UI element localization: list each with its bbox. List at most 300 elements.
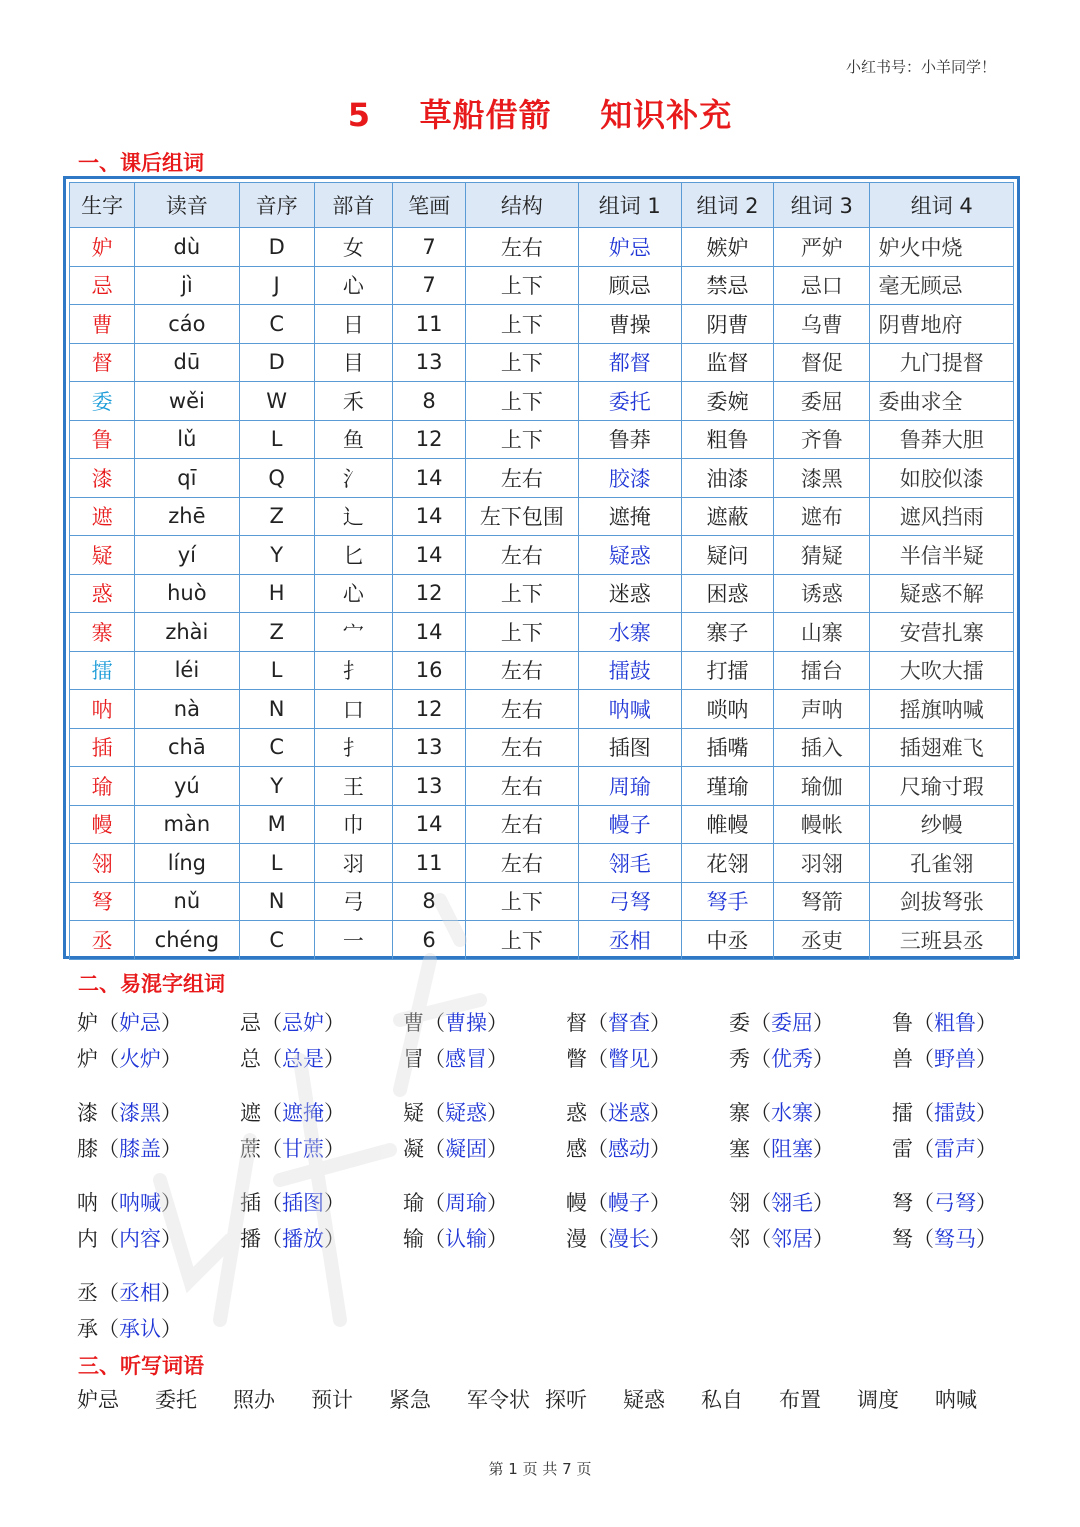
cell-radical: 扌 — [314, 651, 392, 690]
cell-word-4: 大吹大擂 — [870, 651, 1014, 690]
confusing-row — [77, 1220, 1037, 1256]
confusing-item: 瞥（瞥见） — [566, 1047, 671, 1071]
confusing-word: 认输 — [445, 1227, 487, 1251]
cell-structure: 左右 — [466, 228, 578, 267]
dictation-word: 私自 — [701, 1388, 743, 1412]
cell-word-1: 翎毛 — [578, 844, 681, 883]
cell-strokes: 6 — [393, 921, 466, 960]
cell-word-2: 粗鲁 — [681, 420, 773, 459]
confusing-item: 炉（火炉） — [77, 1047, 182, 1071]
confusing-item: 承（承认） — [77, 1317, 182, 1341]
cell-word-2: 弩手 — [681, 882, 773, 921]
confusing-word: 驽马 — [934, 1227, 976, 1251]
cell-word-4: 半信半疑 — [870, 536, 1014, 575]
confusing-row — [77, 1094, 1037, 1130]
confusing-char: 忌 — [240, 1011, 261, 1035]
confusing-word: 总是 — [282, 1047, 324, 1071]
confusing-word: 甘蔗 — [282, 1137, 324, 1161]
cell-strokes: 12 — [393, 420, 466, 459]
confusing-char: 瑜 — [403, 1191, 424, 1215]
confusing-word: 内容 — [119, 1227, 161, 1251]
confusing-word: 承认 — [119, 1317, 161, 1341]
table-row — [70, 459, 1014, 498]
cell-radical: 扌 — [314, 728, 392, 767]
confusing-item: 督（督查） — [566, 1011, 671, 1035]
confusing-item: 寨（水寨） — [729, 1101, 834, 1125]
cell-word-3: 插入 — [774, 728, 870, 767]
cell-initial: Z — [239, 613, 314, 652]
confusing-char: 擂 — [892, 1101, 913, 1125]
cell-word-1: 顾忌 — [578, 266, 681, 305]
cell-structure: 上下 — [466, 420, 578, 459]
table-row — [70, 767, 1014, 806]
cell-word-3: 委屈 — [774, 382, 870, 421]
confusing-item: 播（播放） — [240, 1227, 345, 1251]
cell-word-1: 胶漆 — [578, 459, 681, 498]
confusing-char: 输 — [403, 1227, 424, 1251]
cell-word-1: 委托 — [578, 382, 681, 421]
page-title: 5 草船借箭 知识补充 — [347, 96, 733, 134]
cell-pinyin: yú — [135, 767, 239, 806]
cell-structure: 左右 — [466, 844, 578, 883]
cell-word-1: 迷惑 — [578, 574, 681, 613]
confusing-item: 驽（驽马） — [892, 1227, 997, 1251]
dictation-word: 布置 — [779, 1388, 821, 1412]
cell-strokes: 8 — [393, 382, 466, 421]
table-row — [70, 343, 1014, 382]
cell-word-2: 遮蔽 — [681, 497, 773, 536]
cell-pinyin: léi — [135, 651, 239, 690]
confusing-char: 雷 — [892, 1137, 913, 1161]
cell-initial: N — [239, 690, 314, 729]
cell-radical: 弓 — [314, 882, 392, 921]
cell-radical: 日 — [314, 305, 392, 344]
confusing-word: 弓弩 — [934, 1191, 976, 1215]
cell-initial: Q — [239, 459, 314, 498]
confusing-char: 妒 — [77, 1011, 98, 1035]
cell-initial: N — [239, 882, 314, 921]
confusing-word: 丞相 — [119, 1281, 161, 1305]
dictation-word: 妒忌 — [77, 1388, 119, 1412]
cell-word-4: 阴曹地府 — [870, 305, 1014, 344]
confusing-item: 兽（野兽） — [892, 1047, 997, 1071]
confusing-item: 邻（邻居） — [729, 1227, 834, 1251]
cell-word-3: 擂台 — [774, 651, 870, 690]
table-header-cell: 部首 — [314, 183, 392, 228]
confusing-word: 邻居 — [771, 1227, 813, 1251]
cell-pinyin: huò — [135, 574, 239, 613]
table-row — [70, 921, 1014, 960]
confusing-char: 兽 — [892, 1047, 913, 1071]
dictation-word: 军令状 — [467, 1388, 530, 1412]
table-header-cell: 笔画 — [393, 183, 466, 228]
cell-initial: C — [239, 728, 314, 767]
confusing-word: 翎毛 — [771, 1191, 813, 1215]
cell-word-4: 毫无顾忌 — [870, 266, 1014, 305]
table-row — [70, 266, 1014, 305]
confusing-row — [77, 1040, 1037, 1076]
confusing-char: 凝 — [403, 1137, 424, 1161]
confusing-word: 雷声 — [934, 1137, 976, 1161]
cell-word-4: 妒火中烧 — [870, 228, 1014, 267]
cell-word-2: 唢呐 — [681, 690, 773, 729]
cell-word-4: 委曲求全 — [870, 382, 1014, 421]
table-header-cell: 结构 — [466, 183, 578, 228]
confusing-word: 水寨 — [771, 1101, 813, 1125]
confusing-item: 漆（漆黑） — [77, 1101, 182, 1125]
cell-strokes: 13 — [393, 728, 466, 767]
cell-structure: 上下 — [466, 343, 578, 382]
confusing-item: 蔗（甘蔗） — [240, 1137, 345, 1161]
cell-strokes: 13 — [393, 767, 466, 806]
confusing-word: 漫长 — [608, 1227, 650, 1251]
table-body — [70, 228, 1014, 960]
cell-word-4: 孔雀翎 — [870, 844, 1014, 883]
cell-char: 妒 — [70, 228, 135, 267]
confusing-word: 野兽 — [934, 1047, 976, 1071]
confusing-item: 塞（阻塞） — [729, 1137, 834, 1161]
section-title-vocabulary: 一、课后组词 — [78, 151, 204, 175]
confusing-item: 弩（弓弩） — [892, 1191, 997, 1215]
confusing-item: 感（感动） — [566, 1137, 671, 1161]
table-header-cell: 组词 2 — [681, 183, 773, 228]
cell-radical: 一 — [314, 921, 392, 960]
cell-word-3: 瑜伽 — [774, 767, 870, 806]
cell-word-2: 花翎 — [681, 844, 773, 883]
cell-strokes: 7 — [393, 228, 466, 267]
confusing-item: 膝（膝盖） — [77, 1137, 182, 1161]
confusing-item: 妒（妒忌） — [77, 1011, 182, 1035]
table-row — [70, 574, 1014, 613]
cell-word-4: 疑惑不解 — [870, 574, 1014, 613]
confusing-word: 感冒 — [445, 1047, 487, 1071]
cell-initial: D — [239, 228, 314, 267]
dictation-word: 调度 — [857, 1388, 899, 1412]
cell-word-4: 安营扎寨 — [870, 613, 1014, 652]
cell-pinyin: cáo — [135, 305, 239, 344]
cell-pinyin: lǔ — [135, 420, 239, 459]
cell-strokes: 12 — [393, 690, 466, 729]
cell-word-3: 漆黑 — [774, 459, 870, 498]
cell-word-4: 纱幔 — [870, 805, 1014, 844]
table-row — [70, 844, 1014, 883]
cell-char: 遮 — [70, 497, 135, 536]
cell-initial: L — [239, 651, 314, 690]
confusing-item: 丞（丞相） — [77, 1281, 182, 1305]
cell-strokes: 7 — [393, 266, 466, 305]
cell-radical: 氵 — [314, 459, 392, 498]
cell-initial: J — [239, 266, 314, 305]
cell-strokes: 11 — [393, 844, 466, 883]
confusing-char: 播 — [240, 1227, 261, 1251]
confusing-char: 炉 — [77, 1047, 98, 1071]
table-row — [70, 305, 1014, 344]
cell-word-3: 声呐 — [774, 690, 870, 729]
confusing-row — [77, 1130, 1037, 1166]
cell-word-4: 遮风挡雨 — [870, 497, 1014, 536]
confusing-char: 总 — [240, 1047, 261, 1071]
table-header-row — [70, 183, 1014, 228]
confusing-char: 瞥 — [566, 1047, 587, 1071]
cell-word-2: 寨子 — [681, 613, 773, 652]
confusing-char: 惑 — [566, 1101, 587, 1125]
cell-pinyin: zhē — [135, 497, 239, 536]
cell-word-2: 阴曹 — [681, 305, 773, 344]
confusing-word: 粗鲁 — [934, 1011, 976, 1035]
confusing-char: 疑 — [403, 1101, 424, 1125]
cell-pinyin: dū — [135, 343, 239, 382]
confusing-char: 鲁 — [892, 1011, 913, 1035]
confusing-word: 委屈 — [771, 1011, 813, 1035]
table-row — [70, 613, 1014, 652]
confusing-word: 呐喊 — [119, 1191, 161, 1215]
cell-word-1: 都督 — [578, 343, 681, 382]
confusing-item: 幔（幔子） — [566, 1191, 671, 1215]
confusing-word: 迷惑 — [608, 1101, 650, 1125]
confusing-characters — [77, 1004, 1037, 1346]
cell-initial: M — [239, 805, 314, 844]
cell-word-2: 打擂 — [681, 651, 773, 690]
cell-word-2: 瑾瑜 — [681, 767, 773, 806]
cell-structure: 上下 — [466, 613, 578, 652]
cell-word-4: 鲁莽大胆 — [870, 420, 1014, 459]
cell-structure: 左右 — [466, 651, 578, 690]
cell-word-4: 插翅难飞 — [870, 728, 1014, 767]
confusing-item: 漫（漫长） — [566, 1227, 671, 1251]
cell-char: 丞 — [70, 921, 135, 960]
table-row — [70, 536, 1014, 575]
cell-pinyin: líng — [135, 844, 239, 883]
cell-strokes: 14 — [393, 459, 466, 498]
cell-word-4: 剑拔弩张 — [870, 882, 1014, 921]
cell-radical: 宀 — [314, 613, 392, 652]
cell-word-3: 山寨 — [774, 613, 870, 652]
confusing-row — [77, 1184, 1037, 1220]
confusing-item: 总（总是） — [240, 1047, 345, 1071]
cell-word-3: 弩箭 — [774, 882, 870, 921]
cell-structure: 上下 — [466, 382, 578, 421]
confusing-item: 瑜（周瑜） — [403, 1191, 508, 1215]
cell-structure: 上下 — [466, 574, 578, 613]
cell-word-1: 插图 — [578, 728, 681, 767]
confusing-word: 火炉 — [119, 1047, 161, 1071]
table-row — [70, 728, 1014, 767]
confusing-word: 疑惑 — [445, 1101, 487, 1125]
cell-char: 弩 — [70, 882, 135, 921]
cell-pinyin: nà — [135, 690, 239, 729]
cell-word-3: 乌曹 — [774, 305, 870, 344]
cell-char: 鲁 — [70, 420, 135, 459]
confusing-char: 翎 — [729, 1191, 750, 1215]
cell-structure: 左右 — [466, 536, 578, 575]
cell-word-1: 水寨 — [578, 613, 681, 652]
cell-structure: 上下 — [466, 921, 578, 960]
vocabulary-table — [69, 182, 1014, 960]
confusing-word: 膝盖 — [119, 1137, 161, 1161]
cell-word-1: 疑惑 — [578, 536, 681, 575]
cell-structure: 上下 — [466, 266, 578, 305]
cell-char: 曹 — [70, 305, 135, 344]
cell-word-3: 猜疑 — [774, 536, 870, 575]
cell-pinyin: jì — [135, 266, 239, 305]
confusing-word: 阻塞 — [771, 1137, 813, 1161]
table-row — [70, 420, 1014, 459]
cell-initial: W — [239, 382, 314, 421]
cell-word-4: 九门提督 — [870, 343, 1014, 382]
confusing-word: 妒忌 — [119, 1011, 161, 1035]
cell-word-3: 忌口 — [774, 266, 870, 305]
confusing-char: 弩 — [892, 1191, 913, 1215]
confusing-char: 感 — [566, 1137, 587, 1161]
confusing-item: 擂（擂鼓） — [892, 1101, 997, 1125]
page-footer: 第 1 页 共 7 页 — [488, 1460, 592, 1478]
cell-word-4: 三班县丞 — [870, 921, 1014, 960]
cell-strokes: 13 — [393, 343, 466, 382]
confusing-char: 漫 — [566, 1227, 587, 1251]
account-label: 小红书号：小羊同学！ — [845, 58, 996, 76]
cell-word-2: 疑问 — [681, 536, 773, 575]
cell-word-1: 弓弩 — [578, 882, 681, 921]
confusing-word: 督查 — [608, 1011, 650, 1035]
confusing-char: 漆 — [77, 1101, 98, 1125]
confusing-char: 膝 — [77, 1137, 98, 1161]
table-header-cell: 组词 1 — [578, 183, 681, 228]
cell-structure: 左右 — [466, 728, 578, 767]
cell-word-1: 丞相 — [578, 921, 681, 960]
confusing-item: 遮（遮掩） — [240, 1101, 345, 1125]
confusing-word: 擂鼓 — [934, 1101, 976, 1125]
confusing-item: 冒（感冒） — [403, 1047, 508, 1071]
cell-word-2: 帷幔 — [681, 805, 773, 844]
cell-radical: 禾 — [314, 382, 392, 421]
confusing-item: 雷（雷声） — [892, 1137, 997, 1161]
confusing-char: 督 — [566, 1011, 587, 1035]
confusing-row — [77, 1310, 1037, 1346]
cell-radical: 巾 — [314, 805, 392, 844]
cell-structure: 左右 — [466, 767, 578, 806]
section-title-dictation: 三、听写词语 — [78, 1354, 204, 1378]
cell-strokes: 14 — [393, 805, 466, 844]
confusing-item: 委（委屈） — [729, 1011, 834, 1035]
dictation-word: 探听 — [545, 1388, 587, 1412]
cell-word-2: 中丞 — [681, 921, 773, 960]
table-header-cell: 音序 — [239, 183, 314, 228]
cell-radical: 口 — [314, 690, 392, 729]
confusing-char: 幔 — [566, 1191, 587, 1215]
cell-initial: Z — [239, 497, 314, 536]
dictation-word: 委托 — [155, 1388, 197, 1412]
cell-initial: Y — [239, 767, 314, 806]
confusing-word: 凝固 — [445, 1137, 487, 1161]
cell-initial: Y — [239, 536, 314, 575]
cell-structure: 左右 — [466, 690, 578, 729]
cell-radical: 王 — [314, 767, 392, 806]
cell-radical: 鱼 — [314, 420, 392, 459]
cell-pinyin: wěi — [135, 382, 239, 421]
confusing-item: 凝（凝固） — [403, 1137, 508, 1161]
dictation-word: 照办 — [233, 1388, 275, 1412]
cell-initial: L — [239, 420, 314, 459]
cell-word-2: 监督 — [681, 343, 773, 382]
cell-pinyin: chéng — [135, 921, 239, 960]
confusing-item: 秀（优秀） — [729, 1047, 834, 1071]
cell-structure: 左下包围 — [466, 497, 578, 536]
cell-initial: D — [239, 343, 314, 382]
confusing-item: 忌（忌妒） — [240, 1011, 345, 1035]
cell-pinyin: zhài — [135, 613, 239, 652]
confusing-char: 遮 — [240, 1101, 261, 1125]
cell-pinyin: nǔ — [135, 882, 239, 921]
confusing-char: 邻 — [729, 1227, 750, 1251]
cell-pinyin: qī — [135, 459, 239, 498]
confusing-char: 委 — [729, 1011, 750, 1035]
cell-strokes: 12 — [393, 574, 466, 613]
cell-word-1: 周瑜 — [578, 767, 681, 806]
cell-char: 寨 — [70, 613, 135, 652]
cell-word-2: 委婉 — [681, 382, 773, 421]
cell-strokes: 11 — [393, 305, 466, 344]
confusing-item: 疑（疑惑） — [403, 1101, 508, 1125]
cell-word-1: 曹操 — [578, 305, 681, 344]
cell-word-1: 遮掩 — [578, 497, 681, 536]
cell-word-3: 丞吏 — [774, 921, 870, 960]
cell-word-1: 呐喊 — [578, 690, 681, 729]
cell-char: 疑 — [70, 536, 135, 575]
cell-char: 漆 — [70, 459, 135, 498]
cell-pinyin: yí — [135, 536, 239, 575]
cell-char: 插 — [70, 728, 135, 767]
section-title-confusing: 二、易混字组词 — [78, 972, 225, 996]
cell-word-1: 妒忌 — [578, 228, 681, 267]
cell-word-3: 遮布 — [774, 497, 870, 536]
confusing-char: 秀 — [729, 1047, 750, 1071]
confusing-item: 呐（呐喊） — [77, 1191, 182, 1215]
cell-strokes: 14 — [393, 497, 466, 536]
table-row — [70, 651, 1014, 690]
confusing-word: 周瑜 — [445, 1191, 487, 1215]
confusing-word: 幔子 — [608, 1191, 650, 1215]
cell-strokes: 8 — [393, 882, 466, 921]
confusing-row — [77, 1004, 1037, 1040]
cell-initial: L — [239, 844, 314, 883]
cell-radical: 心 — [314, 574, 392, 613]
cell-word-4: 摇旗呐喊 — [870, 690, 1014, 729]
cell-word-4: 尺瑜寸瑕 — [870, 767, 1014, 806]
cell-word-1: 幔子 — [578, 805, 681, 844]
cell-word-4: 如胶似漆 — [870, 459, 1014, 498]
confusing-word: 遮掩 — [282, 1101, 324, 1125]
confusing-char: 承 — [77, 1317, 98, 1341]
cell-char: 忌 — [70, 266, 135, 305]
cell-char: 瑜 — [70, 767, 135, 806]
confusing-word: 播放 — [282, 1227, 324, 1251]
confusing-item: 曹（曹操） — [403, 1011, 508, 1035]
cell-radical: 心 — [314, 266, 392, 305]
table-row — [70, 805, 1014, 844]
table-row — [70, 882, 1014, 921]
confusing-item: 翎（翎毛） — [729, 1191, 834, 1215]
table-row — [70, 382, 1014, 421]
confusing-word: 优秀 — [771, 1047, 813, 1071]
cell-strokes: 16 — [393, 651, 466, 690]
cell-word-1: 鲁莽 — [578, 420, 681, 459]
confusing-item: 输（认输） — [403, 1227, 508, 1251]
cell-word-3: 齐鲁 — [774, 420, 870, 459]
cell-radical: 辶 — [314, 497, 392, 536]
table-row — [70, 228, 1014, 267]
dictation-word: 疑惑 — [623, 1388, 665, 1412]
cell-structure: 左右 — [466, 459, 578, 498]
